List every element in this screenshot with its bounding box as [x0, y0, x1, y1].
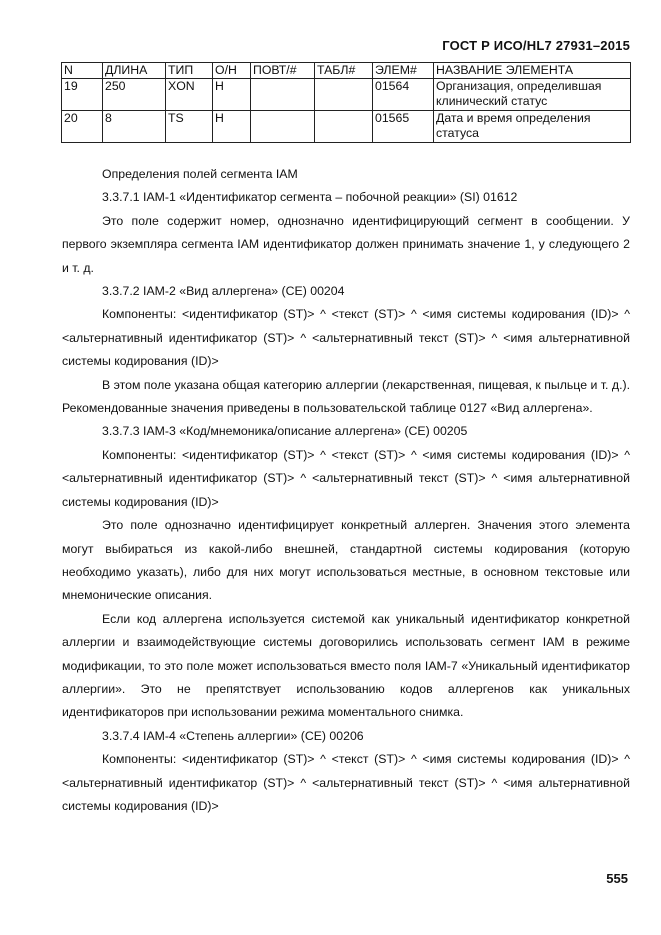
table-cell: 01564 — [373, 79, 434, 111]
table-cell: XON — [166, 79, 213, 111]
table-cell: 20 — [62, 111, 103, 143]
table-cell: TS — [166, 111, 213, 143]
table-cell: Н — [213, 79, 251, 111]
table-cell — [315, 111, 373, 143]
section-heading: Определения полей сегмента IAM — [102, 167, 298, 181]
paragraph: В этом поле указана общая категорию аллергии (лекарственная, пищевая, к пыльце и т. д.). Рекомендованные значения приведены в пользовательской таблице 0127 «Вид аллергена». — [62, 377, 630, 416]
table-cell — [251, 111, 315, 143]
table-header-row — [62, 63, 631, 79]
table-cell — [315, 79, 373, 111]
segment-fields-table — [61, 62, 631, 143]
table-cell — [251, 79, 315, 111]
column-header-element: ЭЛЕМ# — [373, 63, 434, 79]
table-row — [62, 111, 631, 143]
table-cell: Организация, определившая клинический статус — [434, 79, 631, 111]
field-heading: 3.3.7.3 IAM-3 «Код/мнемоника/описание аллергена» (CE) 00205 — [102, 424, 468, 439]
column-header-element-name: НАЗВАНИЕ ЭЛЕМЕНТА — [434, 63, 631, 79]
column-header-table: ТАБЛ# — [315, 63, 373, 79]
document-body — [62, 163, 630, 818]
table-cell: Дата и время определения статуса — [434, 111, 631, 143]
column-header-n: N — [62, 63, 103, 79]
standard-header: ГОСТ Р ИСО/HL7 27931–2015 — [442, 38, 630, 53]
column-header-length: ДЛИНА — [103, 63, 166, 79]
field-heading: 3.3.7.2 IAM-2 «Вид аллергена» (CE) 00204 — [102, 284, 345, 299]
column-header-type: ТИП — [166, 63, 213, 79]
field-heading: 3.3.7.4 IAM-4 «Степень аллергии» (CE) 00206 — [102, 728, 364, 743]
field-heading: 3.3.7.1 IAM-1 «Идентификатор сегмента – побочной реакции» (SI) 01612 — [102, 190, 518, 205]
table-cell: 19 — [62, 79, 103, 111]
paragraph: Компоненты: <идентификатор (ST)> ^ <текст (ST)> ^ <имя системы кодирования (ID)> ^ <альтернативный идентификатор (ST)> ^ <альтернативный текст (ST)> ^ <имя альтернативной системы кодирования (ID)> — [62, 752, 630, 813]
table-cell: 8 — [103, 111, 166, 143]
paragraph: Это поле содержит номер, однозначно идентифицирующий сегмент в сообщении. У первого экземпляра сегмента IAM идентификатор должен принимать значение 1, у следующего 2 и т. д. — [62, 213, 630, 275]
paragraph: Компоненты: <идентификатор (ST)> ^ <текст (ST)> ^ <имя системы кодирования (ID)> ^ <альтернативный идентификатор (ST)> ^ <альтернативный текст (ST)> ^ <имя альтернативной системы кодирования (ID)> — [62, 447, 630, 509]
paragraph: Это поле однозначно идентифицирует конкретный аллерген. Значения этого элемента могут выбираться из какой-либо внешней, стандартной системы кодирования (которую необходимо указать), либо для них могут использоваться местные, в основном текстовые или мнемонические описания. — [62, 518, 630, 603]
table-cell: 01565 — [373, 111, 434, 143]
paragraph: Если код аллергена используется системой как уникальный идентификатор конкретной аллергии и взаимодействующие системы договорились использовать сегмент IAM в режиме модификации, то это поле может использоваться вместо поля IAM-7 «Уникальный идентификатор аллергии». Это не препятствует использованию кодов аллергенов как уникальных идентификаторов при использовании режима моментального снимка. — [62, 611, 630, 720]
paragraph: Компоненты: <идентификатор (ST)> ^ <текст (ST)> ^ <имя системы кодирования (ID)> ^ <альтернативный идентификатор (ST)> ^ <альтернативный текст (ST)> ^ <имя альтернативной системы кодирования (ID)> — [62, 307, 630, 369]
column-header-optionality: О/Н — [213, 63, 251, 79]
table-cell: 250 — [103, 79, 166, 111]
column-header-repeat: ПОВТ/# — [251, 63, 315, 79]
table-cell: Н — [213, 111, 251, 143]
table-row — [62, 79, 631, 111]
page-number: 555 — [606, 871, 628, 886]
